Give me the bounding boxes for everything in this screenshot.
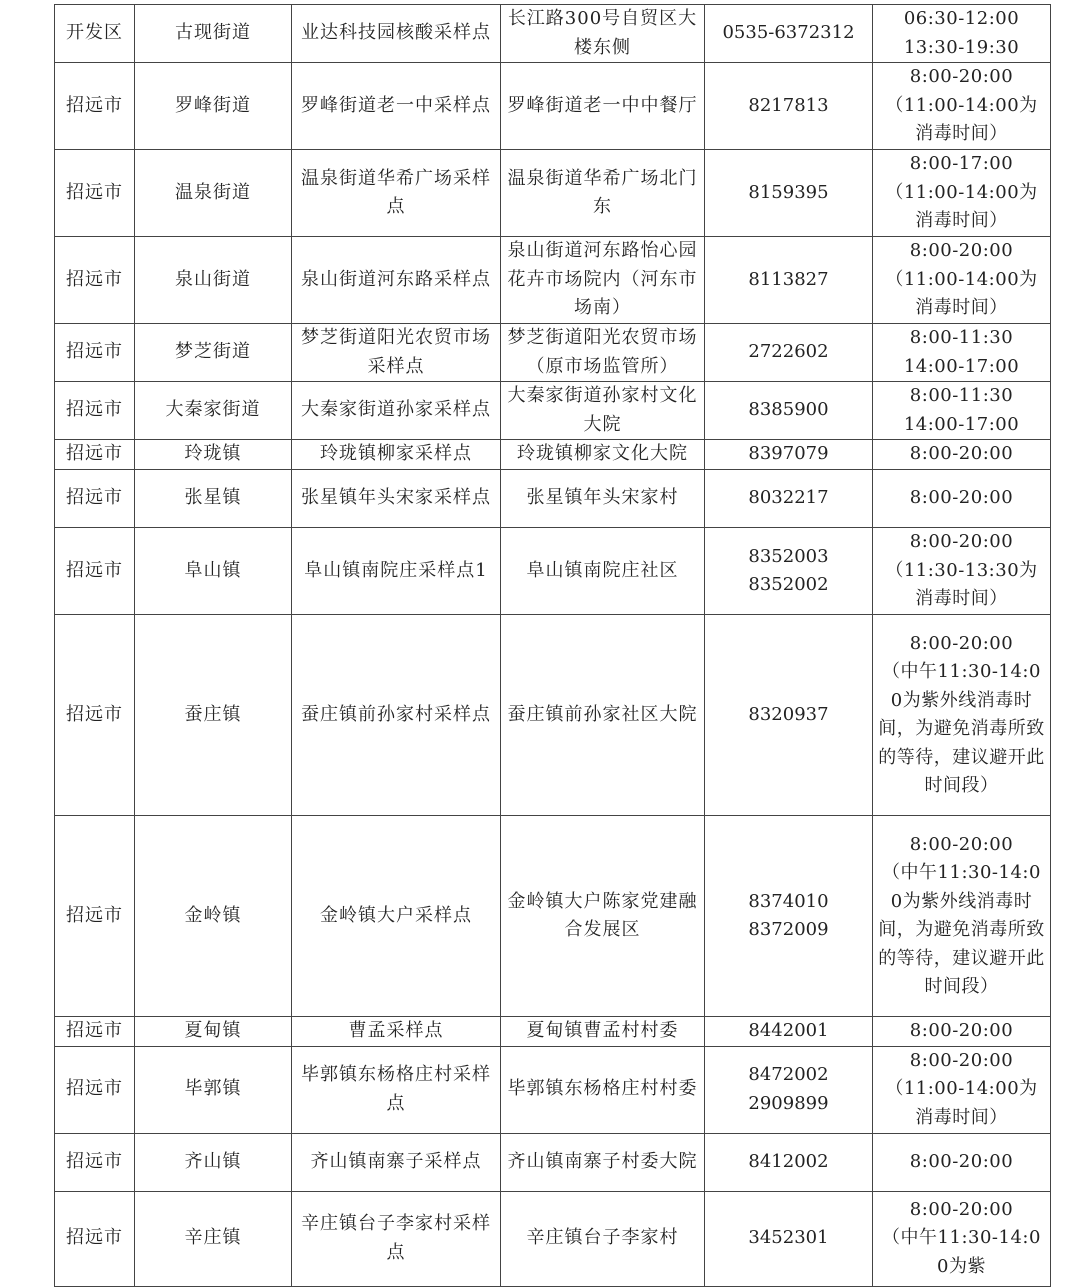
street-cell: 辛庄镇: [135, 1191, 292, 1286]
phone-cell: 8159395: [705, 150, 873, 237]
hours-cell: 8:00-20:00: [873, 1133, 1051, 1191]
table-row: [55, 615, 1051, 816]
phone-cell: 8385900: [705, 382, 873, 440]
district-cell: 招远市: [55, 615, 135, 816]
street-cell: 泉山街道: [135, 237, 292, 324]
table-row: [55, 5, 1051, 63]
district-cell: 招远市: [55, 324, 135, 382]
district-cell: 招远市: [55, 63, 135, 150]
address-cell: 梦芝街道阳光农贸市场（原市场监管所）: [501, 324, 705, 382]
district-cell: 招远市: [55, 150, 135, 237]
address-cell: 张星镇年头宋家村: [501, 470, 705, 528]
street-cell: 温泉街道: [135, 150, 292, 237]
address-cell: 长江路300号自贸区大楼东侧: [501, 5, 705, 63]
address-cell: 泉山街道河东路怡心园花卉市场院内（河东市场南）: [501, 237, 705, 324]
sampling-point-cell: 罗峰街道老一中采样点: [292, 63, 501, 150]
table-row: [55, 816, 1051, 1017]
hours-cell: 8:00-20:00 （中午11:30-14:00为紫外线消毒时间，为避免消毒所致的等待，建议避开此时间段）: [873, 816, 1051, 1017]
district-cell: 招远市: [55, 382, 135, 440]
sampling-point-cell: 毕郭镇东杨格庄村采样点: [292, 1046, 501, 1133]
hours-cell: 8:00-11:30 14:00-17:00: [873, 324, 1051, 382]
sampling-point-cell: 张星镇年头宋家采样点: [292, 470, 501, 528]
address-cell: 阜山镇南院庄社区: [501, 528, 705, 615]
sampling-point-cell: 阜山镇南院庄采样点1: [292, 528, 501, 615]
table-row: [55, 150, 1051, 237]
phone-cell: 8217813: [705, 63, 873, 150]
hours-cell: 8:00-20:00 （11:00-14:00为消毒时间）: [873, 237, 1051, 324]
hours-cell: 8:00-20:00: [873, 1017, 1051, 1047]
address-cell: 夏甸镇曹孟村村委: [501, 1017, 705, 1047]
address-cell: 温泉街道华希广场北门东: [501, 150, 705, 237]
district-cell: 招远市: [55, 1191, 135, 1286]
street-cell: 阜山镇: [135, 528, 292, 615]
sampling-point-cell: 温泉街道华希广场采样点: [292, 150, 501, 237]
address-cell: 齐山镇南寨子村委大院: [501, 1133, 705, 1191]
sampling-point-cell: 辛庄镇台子李家村采样点: [292, 1191, 501, 1286]
street-cell: 张星镇: [135, 470, 292, 528]
street-cell: 夏甸镇: [135, 1017, 292, 1047]
phone-cell: 8397079: [705, 440, 873, 470]
district-cell: 招远市: [55, 1133, 135, 1191]
table-row: [55, 440, 1051, 470]
sampling-point-cell: 玲珑镇柳家采样点: [292, 440, 501, 470]
hours-cell: 06:30-12:00 13:30-19:30: [873, 5, 1051, 63]
phone-cell: 0535-6372312: [705, 5, 873, 63]
hours-cell: 8:00-20:00 （11:00-14:00为消毒时间）: [873, 63, 1051, 150]
district-cell: 招远市: [55, 1046, 135, 1133]
address-cell: 毕郭镇东杨格庄村村委: [501, 1046, 705, 1133]
table-row: [55, 528, 1051, 615]
district-cell: 招远市: [55, 816, 135, 1017]
sampling-point-cell: 齐山镇南寨子采样点: [292, 1133, 501, 1191]
hours-cell: 8:00-11:30 14:00-17:00: [873, 382, 1051, 440]
district-cell: 招远市: [55, 470, 135, 528]
hours-cell: 8:00-20:00: [873, 440, 1051, 470]
street-cell: 玲珑镇: [135, 440, 292, 470]
phone-cell: 8032217: [705, 470, 873, 528]
phone-cell: 8320937: [705, 615, 873, 816]
table-row: [55, 1017, 1051, 1047]
sampling-sites-table: [54, 4, 1051, 1287]
district-cell: 招远市: [55, 440, 135, 470]
address-cell: 辛庄镇台子李家村: [501, 1191, 705, 1286]
hours-cell: 8:00-20:00 （中午11:30-14:00为紫: [873, 1191, 1051, 1286]
address-cell: 玲珑镇柳家文化大院: [501, 440, 705, 470]
address-cell: 罗峰街道老一中中餐厅: [501, 63, 705, 150]
phone-cell: 8412002: [705, 1133, 873, 1191]
phone-cell: 8374010 8372009: [705, 816, 873, 1017]
address-cell: 金岭镇大户陈家党建融合发展区: [501, 816, 705, 1017]
hours-cell: 8:00-20:00 （11:30-13:30为消毒时间）: [873, 528, 1051, 615]
sampling-point-cell: 金岭镇大户采样点: [292, 816, 501, 1017]
table-row: [55, 237, 1051, 324]
phone-cell: 8352003 8352002: [705, 528, 873, 615]
table-body: [55, 5, 1051, 1287]
table-row: [55, 1191, 1051, 1286]
sampling-point-cell: 业达科技园核酸采样点: [292, 5, 501, 63]
street-cell: 梦芝街道: [135, 324, 292, 382]
table-row: [55, 470, 1051, 528]
phone-cell: 2722602: [705, 324, 873, 382]
street-cell: 毕郭镇: [135, 1046, 292, 1133]
street-cell: 罗峰街道: [135, 63, 292, 150]
street-cell: 齐山镇: [135, 1133, 292, 1191]
district-cell: 招远市: [55, 1017, 135, 1047]
street-cell: 蚕庄镇: [135, 615, 292, 816]
street-cell: 大秦家街道: [135, 382, 292, 440]
sampling-point-cell: 大秦家街道孙家采样点: [292, 382, 501, 440]
table-row: [55, 324, 1051, 382]
district-cell: 开发区: [55, 5, 135, 63]
sampling-point-cell: 蚕庄镇前孙家村采样点: [292, 615, 501, 816]
address-cell: 大秦家街道孙家村文化大院: [501, 382, 705, 440]
sampling-point-cell: 曹孟采样点: [292, 1017, 501, 1047]
street-cell: 古现街道: [135, 5, 292, 63]
hours-cell: 8:00-20:00 （11:00-14:00为消毒时间）: [873, 1046, 1051, 1133]
hours-cell: 8:00-20:00 （中午11:30-14:00为紫外线消毒时间，为避免消毒所致的等待，建议避开此时间段）: [873, 615, 1051, 816]
sampling-point-cell: 梦芝街道阳光农贸市场采样点: [292, 324, 501, 382]
district-cell: 招远市: [55, 237, 135, 324]
hours-cell: 8:00-17:00 （11:00-14:00为消毒时间）: [873, 150, 1051, 237]
district-cell: 招远市: [55, 528, 135, 615]
table-row: [55, 1046, 1051, 1133]
table-row: [55, 382, 1051, 440]
phone-cell: 8113827: [705, 237, 873, 324]
address-cell: 蚕庄镇前孙家社区大院: [501, 615, 705, 816]
phone-cell: 8472002 2909899: [705, 1046, 873, 1133]
table-row: [55, 1133, 1051, 1191]
street-cell: 金岭镇: [135, 816, 292, 1017]
phone-cell: 3452301: [705, 1191, 873, 1286]
sampling-point-cell: 泉山街道河东路采样点: [292, 237, 501, 324]
table-row: [55, 63, 1051, 150]
phone-cell: 8442001: [705, 1017, 873, 1047]
hours-cell: 8:00-20:00: [873, 470, 1051, 528]
